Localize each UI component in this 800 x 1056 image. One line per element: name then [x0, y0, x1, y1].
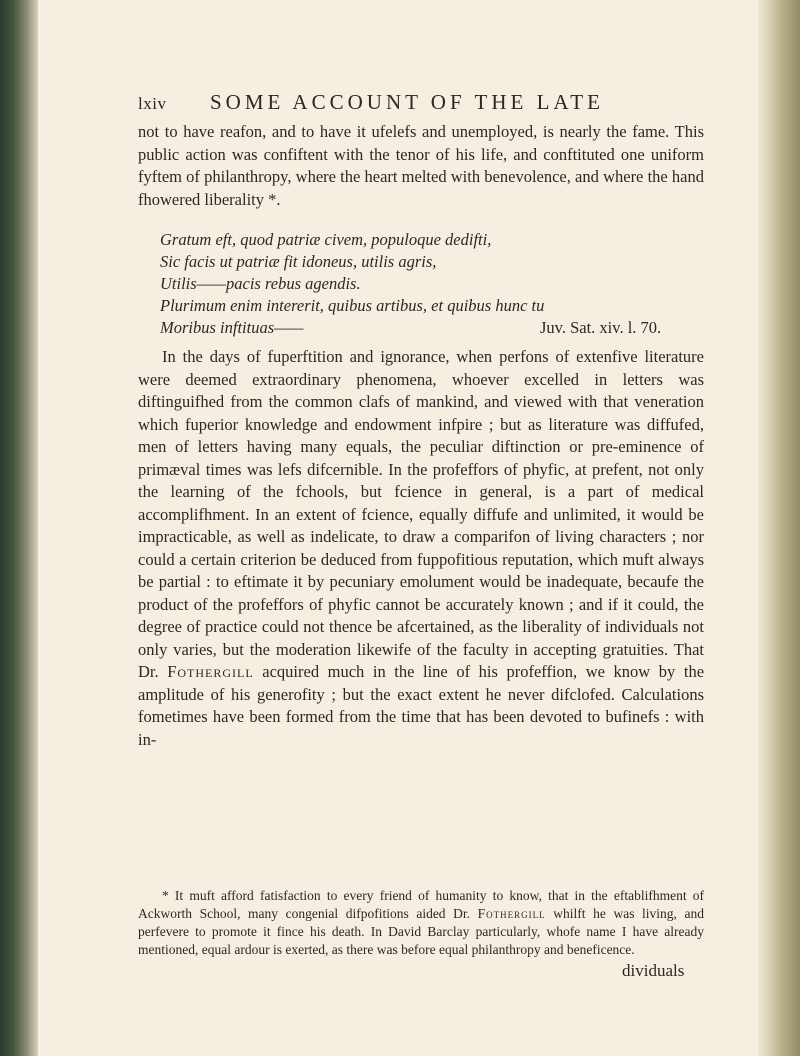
running-head: SOME ACCOUNT OF THE LATE: [210, 90, 604, 114]
paragraph-2: [138, 346, 704, 751]
footnote-text-a: * It muft afford fatisfaction to every friend of humanity to know, that in the eftablifhment of Ackworth School, many congenial difpofitions aided Dr.: [138, 888, 704, 921]
page-number: lxiv: [138, 94, 167, 113]
quote-line-3: Utilis——pacis rebus agendis.: [160, 274, 361, 293]
page-header: [138, 90, 718, 120]
latin-quotation: [160, 229, 700, 339]
quote-line-4: Plurimum enim intererit, quibus artibus, et quibus hunc tu: [160, 296, 545, 315]
paragraph-1: not to have reafon, and to have it ufelefs and unemployed, is nearly the fame. This public action was confiftent with the tenor of his life, and conftituted one uniform fyftem of philanthropy, where the heart melted with benevolence, and where the hand fhowered liberality *.: [138, 122, 704, 209]
book-page: [38, 0, 758, 1056]
quote-line-5: Moribus inftituas——: [160, 318, 304, 337]
page-edge-right: [758, 0, 800, 1056]
paragraph-2-text-b: acquired much in the line of his profeffion, we know by the amplitude of his generofity ; but the exact extent he never difclofed. Calculations fometimes have been formed from the time that has been devoted to bufinefs : with in-: [138, 662, 705, 749]
binding-shadow-left: [0, 0, 38, 1056]
quote-citation: Juv. Sat. xiv. l. 70.: [540, 318, 662, 337]
name-fothergill: Fothergill: [167, 662, 254, 681]
catchword: dividuals: [622, 961, 685, 980]
quote-line-1: Gratum eft, quod patriæ civem, populoque dedifti,: [160, 230, 492, 249]
footnote-name-fothergill: Fothergill: [477, 906, 546, 921]
quote-line-2: Sic facis ut patriæ fit idoneus, utilis agris,: [160, 252, 437, 271]
footnote-text-b: whilft he was living, and perfevere to promote it fince his death. In David Barclay particularly, whofe name I have already mentioned, equal ardour is exerted, as there was before equal philanthropy and beneficence.: [138, 906, 705, 957]
footnote: [138, 887, 704, 959]
paragraph-2-text-a: In the days of fuperftition and ignorance, when perfons of extenfive literature were deemed extraordinary phenomena, whoever excelled in letters was diftinguifhed from the common clafs of mankind, and viewed with that veneration which fuperior knowledge and endowment infpire ; but as literature was diffufed, men of letters having many equals, the peculiar diftinction or pre-eminence of primæval times was lefs difcernible. In the profeffors of phyfic, at prefent, not only the learning of the fchools, but fcience in general, is a part of medical accomplifhment. In an extent of fcience, equally diffufe and unlimited, it would be impracticable, as well as indelicate, to draw a comparifon of living characters ; nor could a certain criterion be deduced from fuppofitious reputation, which muft always be partial : to eftimate it by pecuniary emolument would be inadequate, becaufe the product of the profeffors of phyfic cannot be accurately known ; and if it could, the degree of practice could not thence be afcertained, as the liberality of individuals not only varies, but the moderation likewife of the faculty in accepting gratuities. That Dr.: [138, 347, 704, 681]
